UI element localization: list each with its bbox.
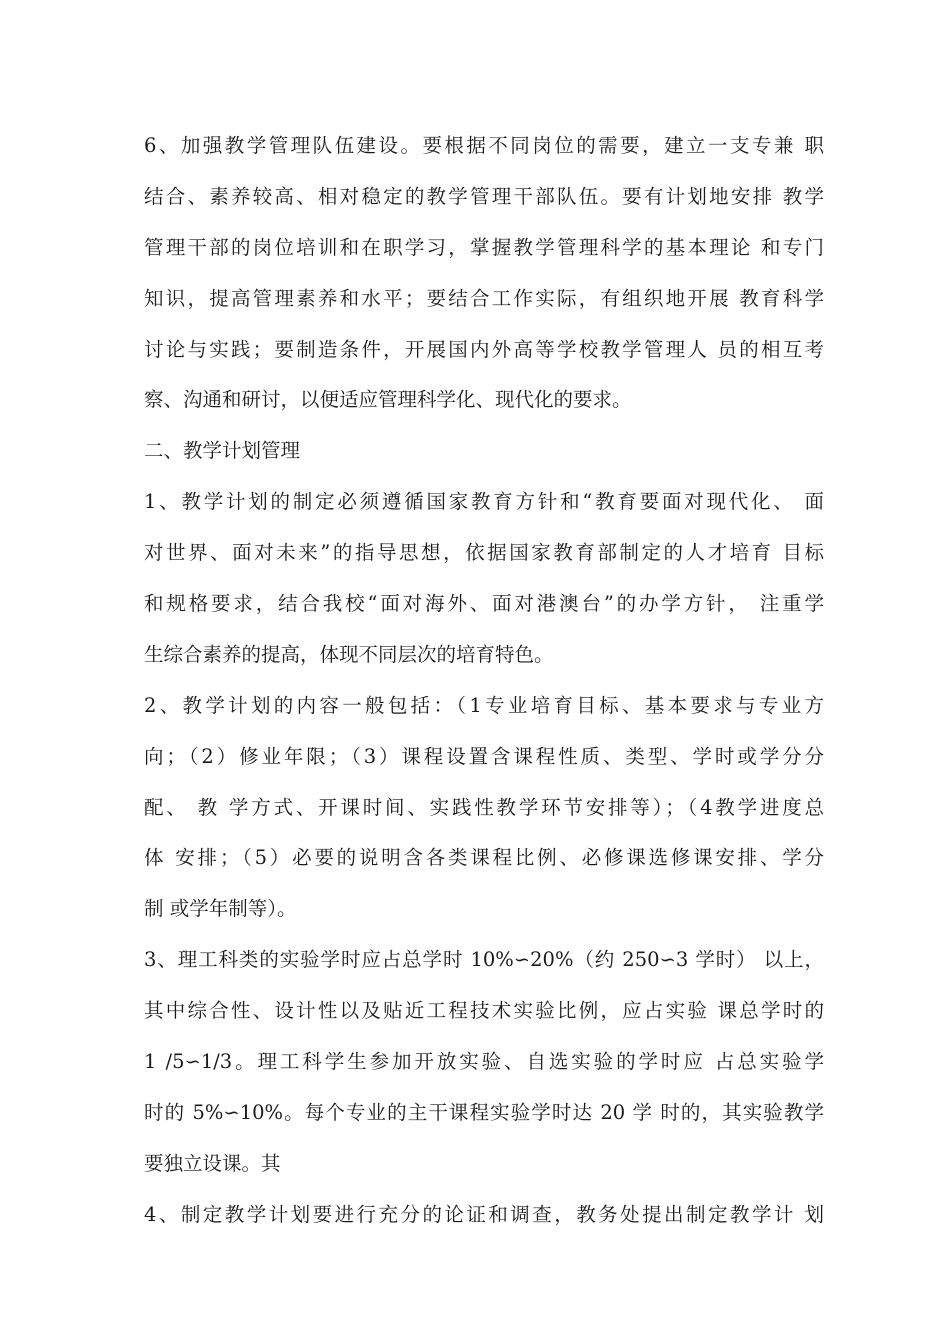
text-line: 6、加强教学管理队伍建设。要根据不同岗位的需要，建立一支专兼 职 [144,134,824,157]
text-line: 1 /5∽1/3。理工科学生参加开放实验、自选实验的学时应 占总实验学 [144,1050,824,1074]
text-line: 1、教学计划的制定必须遵循国家教育方针和“教育要面对现代化、 面 [144,490,824,514]
text-line: 时的 5%∽10%。每个专业的主干课程实验学时达 20 学 时的，其实验教学 [144,1100,824,1124]
text-line: 2、教学计划的内容一般包括：（1专业培育目标、基本要求与专业方 [144,693,824,717]
text-line: 管理干部的岗位培训和在职学习，掌握教学管理科学的基本理论 和专门 [144,235,824,259]
text-line: 3、理工科类的实验学时应占总学时 10%∽20%（约 250∽3 学时） 以上， [144,948,824,972]
text-line: 向；（2）修业年限；（3）课程设置含课程性质、类型、学时或学分分 [144,744,824,768]
text-line: 察、沟通和研讨，以便适应管理科学化、现代化的要求。 [144,388,632,412]
text-line: 和规格要求，结合我校“面对海外、面对港澳台”的办学方针， 注重学 [144,592,824,616]
text-line: 知识，提高管理素养和水平；要结合工作实际，有组织地开展 教育科学 [144,286,824,310]
document-body [144,121,824,1241]
text-line: 二、教学计划管理 [144,439,301,463]
text-line: 制 或学年制等）。 [144,897,297,921]
text-line: 其中综合性、设计性以及贴近工程技术实验比例，应占实验 课总学时的 [144,999,824,1023]
text-line: 生综合素养的提高，体现不同层次的培育特色。 [144,642,554,666]
text-line: 结合、素养较高、相对稳定的教学管理干部队伍。要有计划地安排 教学 [144,184,824,208]
text-line: 配、 教 学方式、开课时间、实践性教学环节安排等）；（4教学进度总 [144,795,824,819]
text-line: 讨论与实践；要制造条件，开展国内外高等学校教学管理人 员的相互考 [144,337,824,361]
text-line: 要独立设课。其 [144,1151,281,1175]
text-line: 对世界、面对未来”的指导思想，依据国家教育部制定的人才培育 目标 [144,541,824,565]
text-line: 4、制定教学计划要进行充分的论证和调查，教务处提出制定教学计 划 [144,1202,824,1226]
text-line: 体 安排；（5）必要的说明含各类课程比例、必修课选修课安排、学分 [144,846,824,870]
